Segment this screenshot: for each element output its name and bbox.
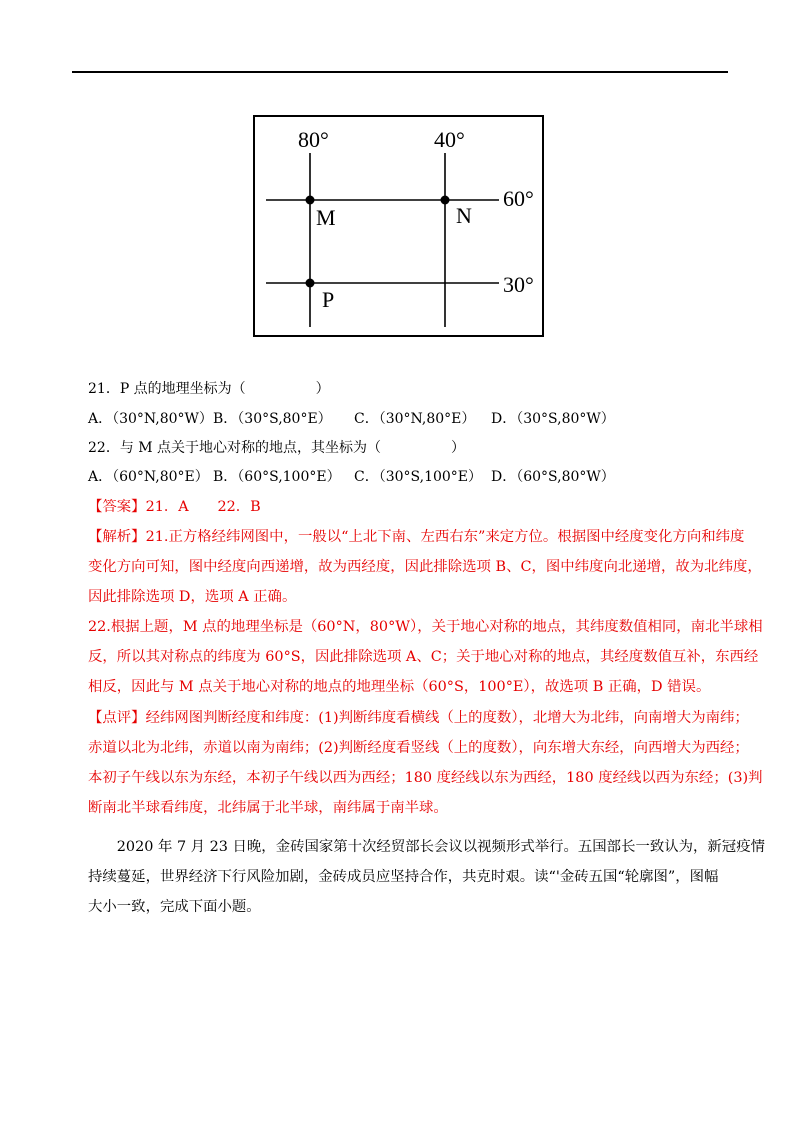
q22-option-b: B．（60°S,100°E） bbox=[213, 469, 341, 485]
comment-line: 断南北半球看纬度，北纬属于北半球，南纬属于南半球。 bbox=[88, 800, 448, 816]
passage-line: 持续蔓延，世界经济下行风险加剧，金砖成员应坚持合作，共克时艰。读“'金砖五国“轮廓图”，图幅 bbox=[88, 869, 719, 885]
q22-option-a: A．（60°N,80°E） bbox=[88, 469, 209, 485]
latitude-label-60: 60° bbox=[503, 186, 534, 211]
passage-line: 大小一致，完成下面小题。 bbox=[88, 899, 261, 915]
comment-line: 本初子午线以东为东经，本初子午线以西为西经；180 度经线以东为西经，180 度经线以西为东经；(3)判 bbox=[88, 770, 763, 786]
q21-option-a: A．（30°N,80°W） bbox=[88, 411, 213, 427]
point-n-dot bbox=[441, 196, 450, 205]
q21-option-d: D．（30°S,80°W） bbox=[491, 411, 615, 427]
analysis-block bbox=[88, 522, 763, 702]
longitude-label-40: 40° bbox=[434, 127, 465, 152]
longitude-label-80: 80° bbox=[298, 127, 329, 152]
analysis-line: 变化方向可知，图中经度向西递增，故为西经度，因此排除选项 B、C，图中纬度向北递增，故为北纬度， bbox=[88, 559, 762, 575]
q22-option-d: D．（60°S,80°W） bbox=[491, 469, 615, 485]
passage-block bbox=[88, 832, 765, 922]
point-p-dot bbox=[306, 279, 315, 288]
grid-svg bbox=[253, 115, 544, 337]
header-rule bbox=[72, 71, 728, 73]
analysis-line: 相反，因此与 M 点关于地心对称的地点的地理坐标（60°S，100°E），故选项 B 正确，D 错误。 bbox=[88, 679, 711, 695]
comment-block bbox=[88, 703, 763, 823]
question-21-stem: 21．P 点的地理坐标为（ ） bbox=[88, 381, 330, 397]
passage-line: 2020 年 7 月 23 日晚，金砖国家第十次经贸部长会议以视频形式举行。五国部长一致认为，新冠疫情 bbox=[88, 839, 765, 855]
analysis-line: 因此排除选项 D，选项 A 正确。 bbox=[88, 589, 297, 605]
point-n-label: N bbox=[456, 203, 472, 228]
q22-option-c: C．（30°S,100°E） bbox=[354, 469, 483, 485]
q21-option-c: C．（30°N,80°E） bbox=[354, 411, 476, 427]
point-p-label: P bbox=[322, 287, 335, 312]
comment-line: 【点评】经纬网图判断经度和纬度：(1)判断纬度看横线（上的度数），北增大为北纬，向南增大为南纬； bbox=[88, 710, 749, 726]
point-m-label: M bbox=[316, 205, 336, 230]
q21-option-b: B．（30°S,80°E） bbox=[213, 411, 332, 427]
question-22-stem: 22．与 M 点关于地心对称的地点，其坐标为（ ） bbox=[88, 440, 466, 456]
analysis-line: 【解析】21.正方格经纬网图中，一般以“上北下南、左西右东”来定方位。根据图中经度变化方向和纬度 bbox=[88, 529, 745, 545]
analysis-line: 反，所以其对称点的纬度为 60°S，因此排除选项 A、C；关于地心对称的地点，其经度数值互补，东西经 bbox=[88, 649, 759, 665]
analysis-line: 22.根据上题，M 点的地理坐标是（60°N，80°W），关于地心对称的地点，其纬度数值相同，南北半球相 bbox=[88, 619, 763, 635]
comment-line: 赤道以北为北纬，赤道以南为南纬；(2)判断经度看竖线（上的度数），向东增大东经，向西增大为西经； bbox=[88, 740, 749, 756]
point-m-dot bbox=[306, 196, 315, 205]
latitude-label-30: 30° bbox=[503, 272, 534, 297]
lat-lon-grid-figure bbox=[253, 115, 544, 337]
answer-line: 【答案】21．A 22．B bbox=[88, 499, 261, 515]
